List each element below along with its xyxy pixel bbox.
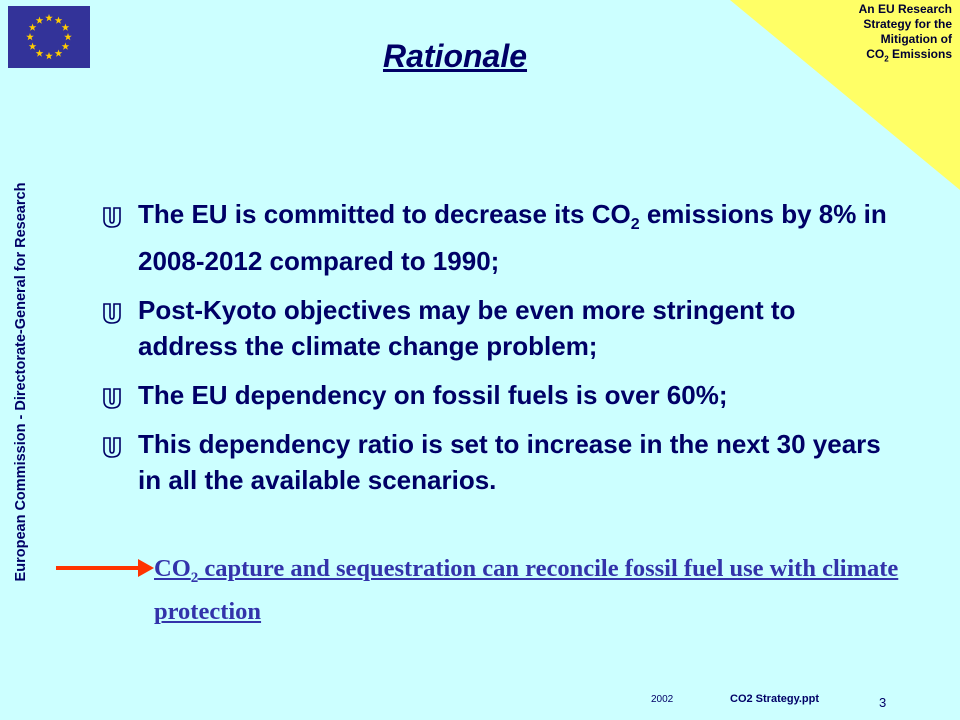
bullet-list: [100, 196, 900, 511]
conclusion-text: [154, 552, 914, 628]
bullet-text-post: emissions by 8% in 2008-2012 compared to 1990;: [138, 199, 887, 277]
bullet-item: [100, 292, 900, 364]
flag-star: [55, 17, 63, 24]
bullet-item: [100, 426, 900, 498]
page-number: 3: [879, 695, 887, 710]
corner-sub: 2: [884, 54, 889, 64]
hollow-u-bullet-icon: [100, 435, 124, 459]
conclusion-co: CO: [154, 555, 191, 582]
bullet-text: Post-Kyoto objectives may be even more stringent to address the climate change problem;: [138, 295, 796, 362]
hollow-u-bullet-icon: [100, 205, 124, 229]
flag-star: [62, 24, 70, 31]
corner-line-1: An EU Research: [858, 2, 952, 16]
flag-star: [36, 17, 44, 24]
corner-line-3: Mitigation of: [880, 32, 952, 46]
hollow-u-bullet-icon: [100, 301, 124, 325]
footer-filename: CO2 Strategy.ppt: [730, 693, 820, 705]
hollow-u-bullet-icon: [100, 386, 124, 410]
conclusion-sub: 2: [190, 569, 199, 586]
right-arrow-icon: [54, 556, 156, 580]
corner-co: CO: [866, 47, 885, 61]
flag-star: [29, 24, 37, 31]
flag-star: [45, 14, 53, 21]
footer-year: 2002: [651, 694, 674, 705]
bullet-item: [100, 377, 900, 413]
bullet-text-sub: 2: [630, 216, 640, 234]
page-title: Rationale: [382, 38, 528, 74]
bullet-text: This dependency ratio is set to increase in the next 30 years in all the available scenarios.: [138, 429, 881, 496]
bullet-text-pre: The EU is committed to decrease its CO: [138, 199, 631, 229]
corner-emissions: Emissions: [888, 47, 952, 61]
conclusion-rest: capture and sequestration can reconcile fossil fuel use with climate protection: [154, 555, 899, 625]
bullet-text: The EU dependency on fossil fuels is over 60%;: [138, 380, 728, 411]
corner-line-2: Strategy for the: [863, 17, 952, 31]
side-label: European Commission - Directorate-General for Research: [13, 182, 29, 582]
bullet-item: [100, 196, 900, 279]
